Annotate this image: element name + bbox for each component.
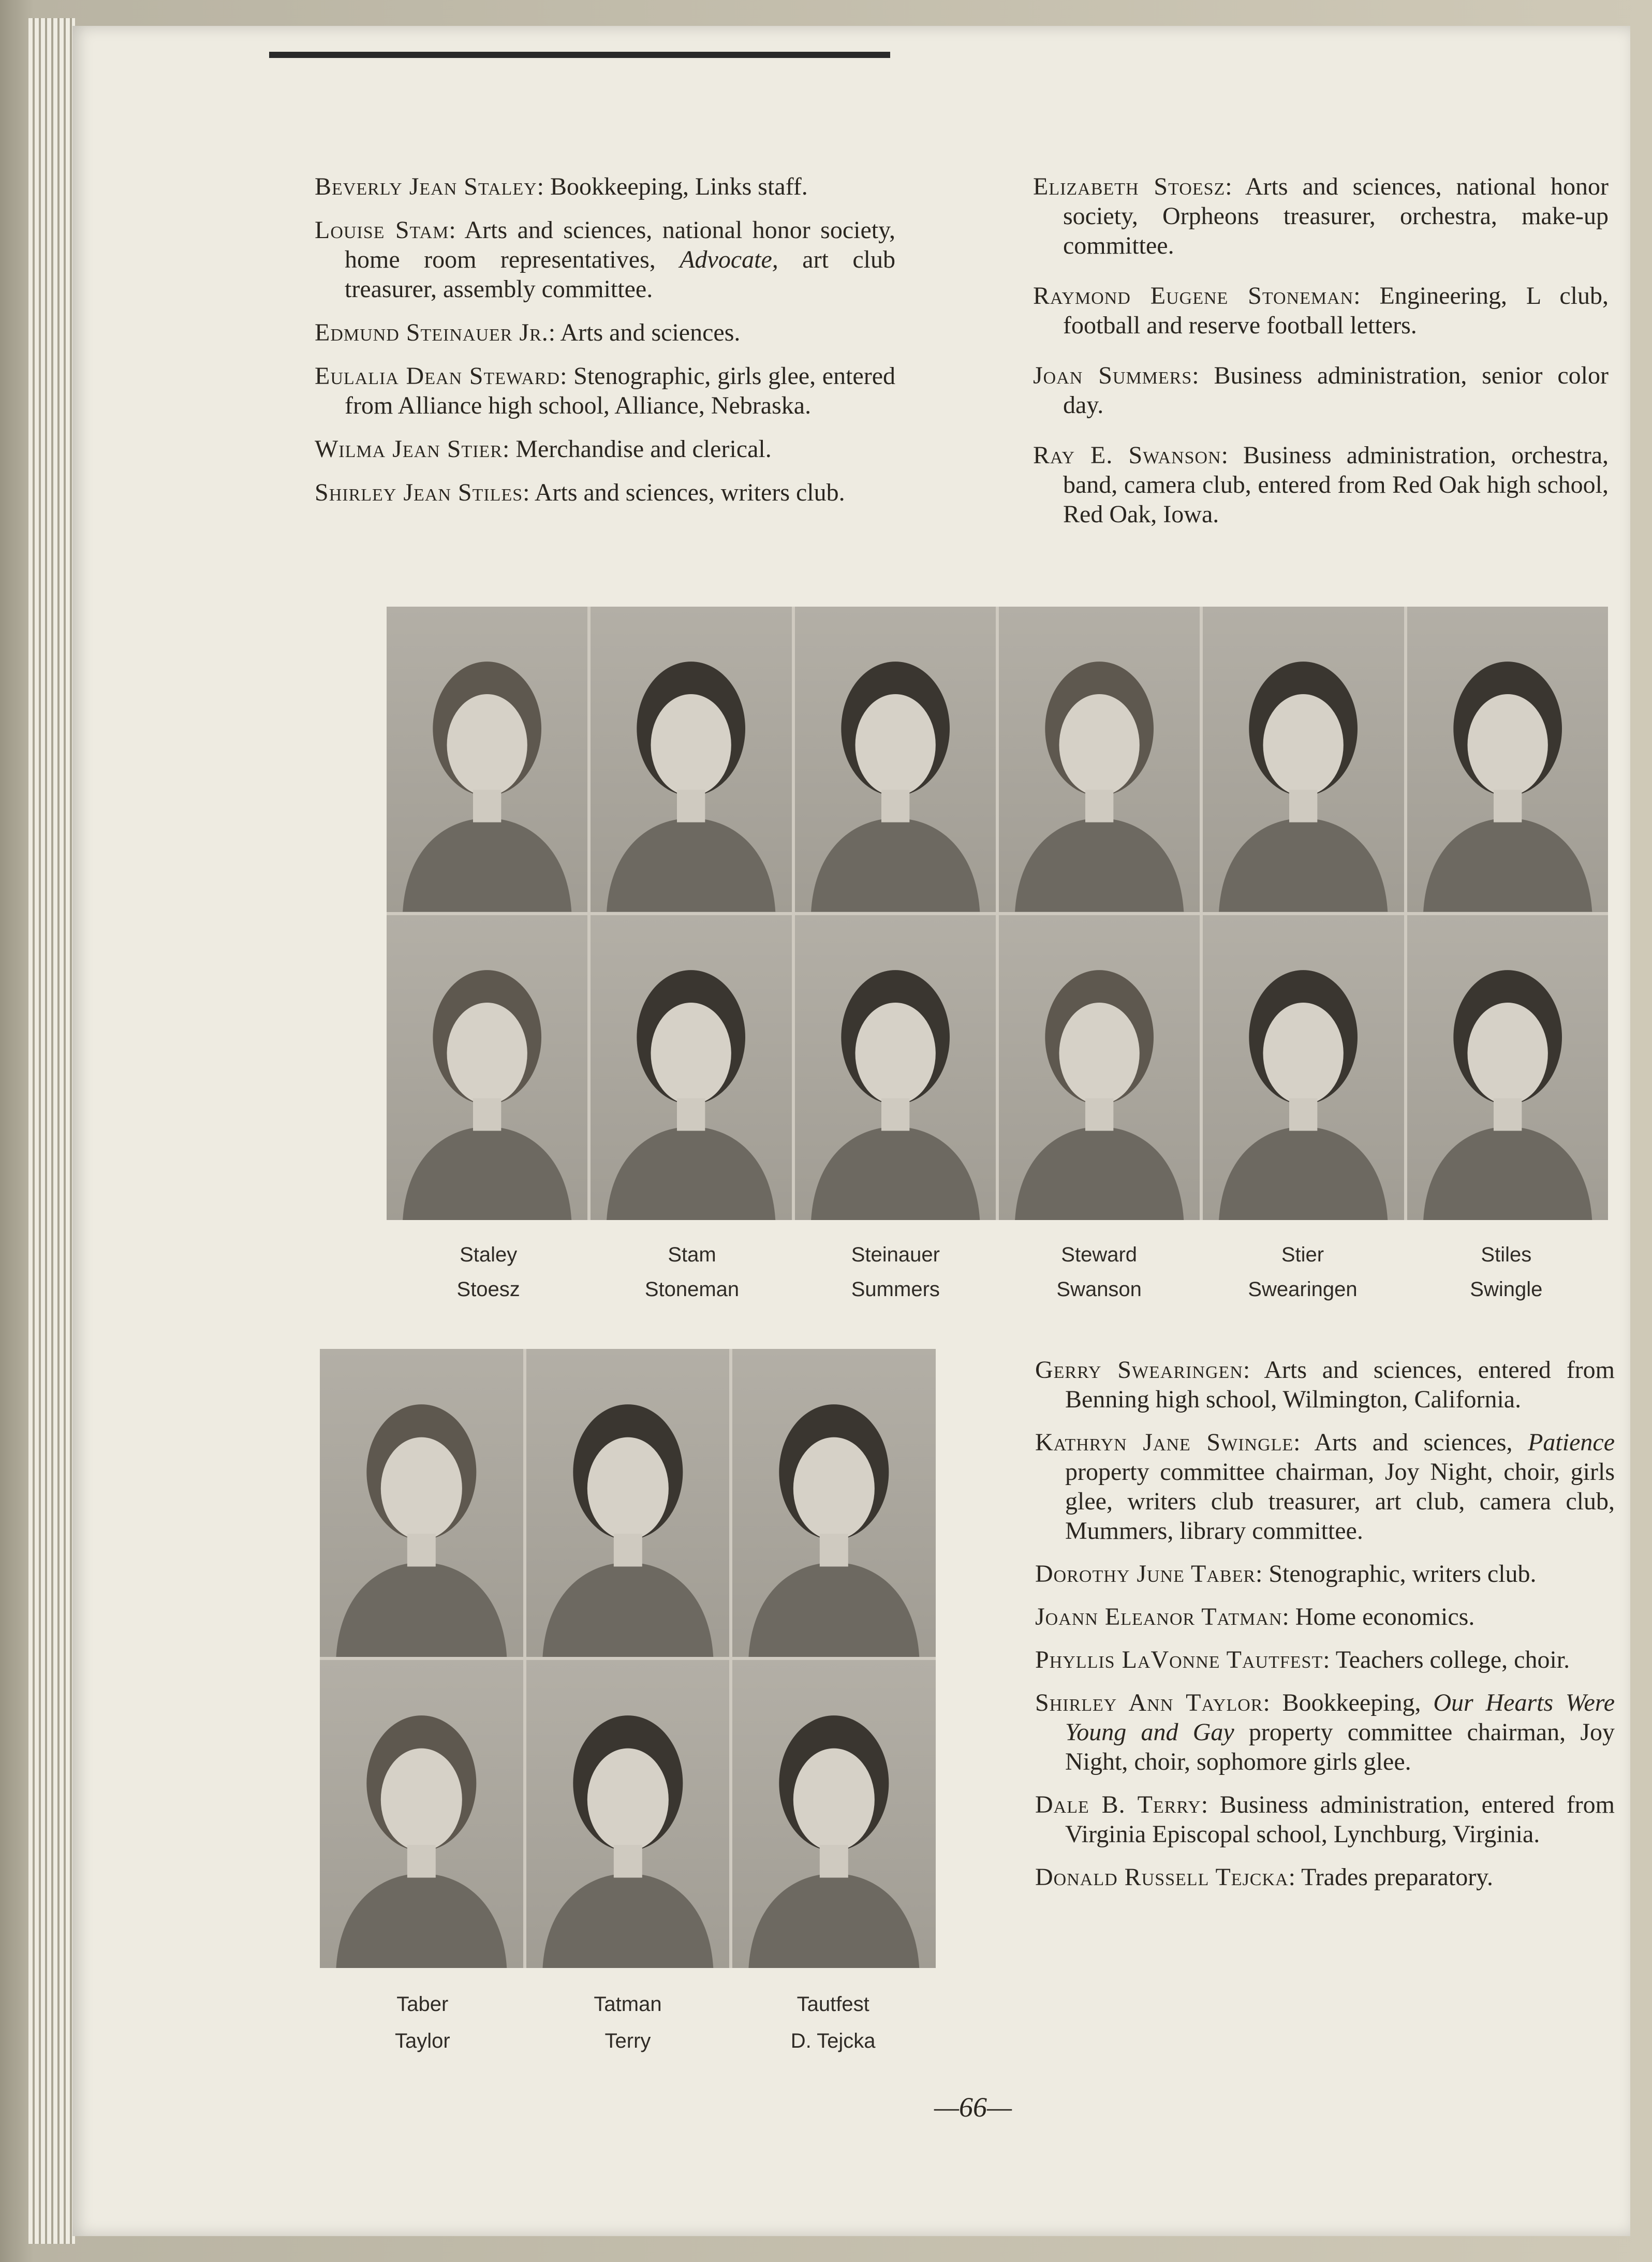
senior-entry: Joann Eleanor Tatman: Home economics. — [1035, 1603, 1475, 1631]
portrait-caption: Steward — [1061, 1243, 1138, 1266]
senior-description: Arts and sciences, — [1314, 1429, 1513, 1456]
senior-name: Ray E. Swanson — [1033, 442, 1221, 469]
page-stack — [28, 18, 75, 2244]
senior-entry: Donald Russell Tejcka: Trades preparatory. — [1035, 1863, 1494, 1891]
senior-name: Edmund Steinauer Jr. — [315, 319, 549, 346]
senior-entry: Dale B. Terry: Business administration, entered from Virginia Episcopal school, Lynchburg, Virginia. — [1035, 1791, 1615, 1848]
portrait-caption: Tatman — [594, 1993, 662, 2016]
senior-description: Business administration, entered from Virginia Episcopal school, Lynchburg, Virginia. — [1065, 1791, 1615, 1848]
senior-description: Arts and sciences, entered from Benning high school, Wilmington, California. — [1065, 1356, 1615, 1413]
portrait-caption: Stiles — [1481, 1243, 1532, 1266]
senior-description: Trades preparatory. — [1301, 1863, 1494, 1891]
senior-name: Eulalia Dean Steward — [315, 362, 561, 390]
senior-portrait-terry — [526, 1660, 730, 1968]
senior-entry: Eulalia Dean Steward: Stenographic, girls glee, entered from Alliance high school, Alliance, Nebraska. — [315, 362, 895, 419]
portrait-caption: Swearingen — [1248, 1278, 1358, 1301]
publication-title: Patience — [1528, 1429, 1615, 1456]
senior-portrait-taylor — [320, 1660, 523, 1968]
senior-name: Wilma Jean Stier — [315, 435, 503, 463]
senior-name: Shirley Jean Stiles — [315, 479, 523, 506]
senior-portrait-stiles — [1407, 607, 1608, 912]
senior-entries-left — [315, 172, 895, 521]
senior-name: Raymond Eugene Stoneman — [1033, 282, 1354, 310]
portrait-caption: Taber — [396, 1993, 449, 2016]
senior-portrait-stam — [591, 607, 791, 912]
senior-entry: Shirley Jean Stiles: Arts and sciences, writers club. — [315, 479, 845, 506]
top-rule — [269, 52, 890, 58]
senior-name: Dorothy June Taber — [1035, 1560, 1256, 1588]
senior-portrait-swanson — [999, 915, 1200, 1221]
publication-title: Advocate, — [680, 246, 778, 273]
senior-entry: Edmund Steinauer Jr.: Arts and sciences. — [315, 319, 741, 346]
senior-entry: Wilma Jean Stier: Merchandise and clerical. — [315, 435, 772, 463]
senior-portrait-swingle — [1407, 915, 1608, 1221]
senior-portrait-swearingen — [1203, 915, 1404, 1221]
senior-entry: Joan Summers: Business administration, senior color day. — [1033, 362, 1609, 419]
senior-portrait-tautfest — [732, 1349, 936, 1657]
portrait-caption: Stoneman — [644, 1278, 740, 1301]
senior-description: Home economics. — [1295, 1603, 1475, 1631]
yearbook-page — [72, 26, 1630, 2236]
senior-description: Teachers college, choir. — [1335, 1646, 1570, 1673]
senior-portrait-d-tejcka — [732, 1660, 936, 1968]
senior-description: Bookkeeping, — [1282, 1689, 1421, 1716]
senior-entry: Kathryn Jane Swingle: Arts and sciences, Patience property committee chairman, Joy Night, choir, girls glee, writers club treasurer, art club, camera club, Mummers, library committee. — [1035, 1429, 1615, 1545]
caption-grid-bottom — [320, 1993, 936, 2053]
senior-portrait-steward — [999, 607, 1200, 912]
senior-description: Stenographic, writers club. — [1269, 1560, 1537, 1588]
senior-entries-right — [1033, 172, 1609, 550]
senior-entry: Dorothy June Taber: Stenographic, writers club. — [1035, 1560, 1537, 1588]
senior-description: Arts and sciences, national honor society, home room representatives, — [345, 216, 895, 273]
senior-description: property committee chairman, Joy Night, choir, sophomore girls glee. — [1065, 1718, 1615, 1775]
senior-description: Bookkeeping, Links staff. — [550, 173, 808, 200]
senior-name: Elizabeth Stoesz — [1033, 173, 1226, 200]
senior-name: Donald Russell Tejcka — [1035, 1863, 1289, 1891]
portrait-caption: Terry — [604, 2030, 651, 2052]
caption-grid-top — [387, 1243, 1608, 1301]
senior-portrait-stoesz — [387, 915, 587, 1221]
portrait-caption: Stoesz — [456, 1278, 520, 1301]
senior-portrait-staley — [387, 607, 587, 912]
senior-entry: Beverly Jean Staley: Bookkeeping, Links staff. — [315, 173, 808, 200]
portrait-caption: Steinauer — [851, 1243, 940, 1266]
publication-title: Our Hearts Were Young and Gay — [1065, 1689, 1615, 1746]
portrait-caption: D. Tejcka — [790, 2030, 876, 2052]
senior-name: Joan Summers — [1033, 362, 1192, 389]
portrait-grid-bottom — [320, 1349, 936, 1968]
senior-name: Kathryn Jane Swingle — [1035, 1429, 1294, 1456]
senior-portrait-summers — [795, 915, 996, 1221]
senior-name: Beverly Jean Staley — [315, 173, 537, 200]
portrait-caption: Stier — [1281, 1243, 1324, 1266]
portrait-caption: Swanson — [1056, 1278, 1142, 1301]
senior-name: Dale B. Terry — [1035, 1791, 1201, 1818]
senior-description: Engineering, L club, football and reserve football letters. — [1063, 282, 1609, 339]
senior-entry: Ray E. Swanson: Business administration, orchestra, band, camera club, entered from Red Oak high school, Red Oak, Iowa. — [1033, 442, 1609, 528]
senior-portrait-taber — [320, 1349, 523, 1657]
senior-description: Arts and sciences, national honor society, Orpheons treasurer, orchestra, make-up committee. — [1063, 173, 1609, 259]
senior-entry: Louise Stam: Arts and sciences, national honor society, home room representatives, Advocate, art club treasurer, assembly committee. — [315, 216, 896, 303]
senior-entry: Elizabeth Stoesz: Arts and sciences, national honor society, Orpheons treasurer, orchestra, make-up committee. — [1033, 173, 1609, 259]
senior-description: Business administration, senior color day. — [1063, 362, 1609, 419]
senior-name: Gerry Swearingen — [1035, 1356, 1243, 1384]
portrait-caption: Summers — [851, 1278, 940, 1301]
portrait-caption: Taylor — [394, 2030, 450, 2052]
senior-entry: Phyllis LaVonne Tautfest: Teachers college, choir. — [1035, 1646, 1570, 1673]
senior-description: Arts and sciences, writers club. — [534, 479, 845, 506]
portrait-grid-top — [387, 607, 1608, 1220]
senior-portrait-stoneman — [591, 915, 791, 1221]
senior-description: Merchandise and clerical. — [515, 435, 772, 463]
senior-entry: Raymond Eugene Stoneman: Engineering, L club, football and reserve football letters. — [1033, 282, 1609, 339]
portrait-caption: Staley — [460, 1243, 518, 1266]
senior-description: Business administration, orchestra, band, camera club, entered from Red Oak high school, Red Oak, Iowa. — [1063, 442, 1609, 528]
portrait-caption: Stam — [668, 1243, 716, 1266]
senior-entry: Gerry Swearingen: Arts and sciences, entered from Benning high school, Wilmington, California. — [1035, 1356, 1615, 1413]
senior-name: Shirley Ann Taylor — [1035, 1689, 1263, 1716]
senior-name: Phyllis LaVonne Tautfest — [1035, 1646, 1323, 1673]
senior-description: art club treasurer, assembly committee. — [345, 246, 896, 303]
senior-portrait-steinauer — [795, 607, 996, 912]
senior-description: property committee chairman, Joy Night, choir, girls glee, writers club treasurer, art club, camera club, Mummers, library committee. — [1065, 1458, 1615, 1545]
senior-portrait-stier — [1203, 607, 1404, 912]
senior-portrait-tatman — [526, 1349, 730, 1657]
page-number: —66— — [934, 2092, 1012, 2123]
senior-name: Louise Stam — [315, 216, 449, 244]
portrait-caption: Tautfest — [797, 1993, 869, 2016]
senior-description: Stenographic, girls glee, entered from Alliance high school, Alliance, Nebraska. — [345, 362, 895, 419]
senior-description: Arts and sciences. — [560, 319, 741, 346]
senior-entry: Shirley Ann Taylor: Bookkeeping, Our Hearts Were Young and Gay property committee chairman, Joy Night, choir, sophomore girls glee. — [1035, 1689, 1615, 1775]
senior-entries-bottom — [1035, 1355, 1615, 1905]
portrait-caption: Swingle — [1470, 1278, 1543, 1301]
senior-name: Joann Eleanor Tatman — [1035, 1603, 1282, 1631]
